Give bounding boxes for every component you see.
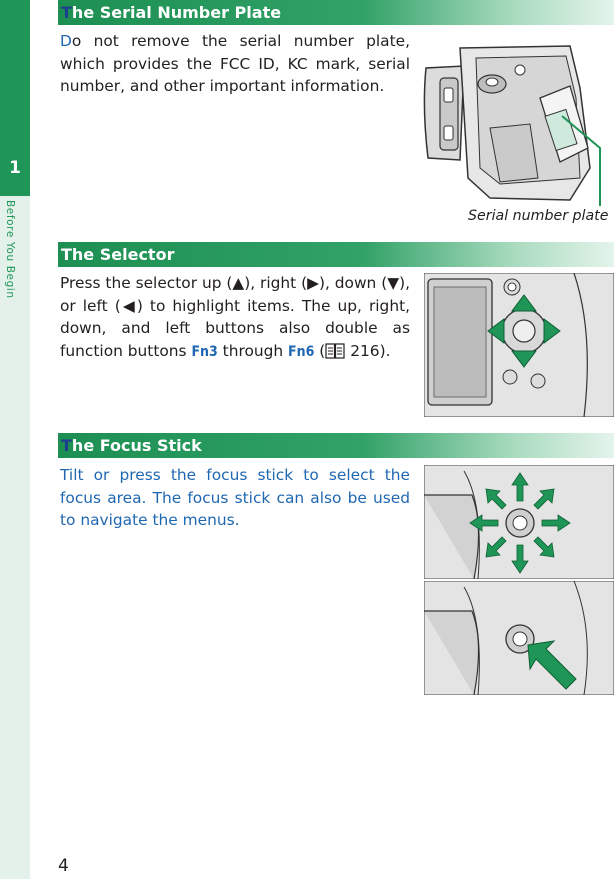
focus-stick-tilt-illustration bbox=[424, 465, 614, 579]
chapter-label: Before You Begin bbox=[4, 200, 16, 299]
chapter-number: 1 bbox=[9, 158, 21, 178]
selector-text-d: ). bbox=[379, 341, 391, 360]
chapter-strip bbox=[0, 0, 30, 879]
page-number: 4 bbox=[58, 856, 69, 876]
serial-paragraph bbox=[60, 30, 410, 98]
section-header-focus-stick bbox=[58, 433, 614, 458]
camera-serial-illustration bbox=[420, 28, 614, 206]
section-header-focus-initial: T bbox=[61, 436, 72, 455]
selector-page-ref: 216 bbox=[350, 341, 380, 360]
selector-text-b: through bbox=[217, 341, 289, 360]
section-header-serial-rest: he Serial Number Plate bbox=[71, 3, 282, 22]
section-header-focus-rest: he Focus Stick bbox=[71, 436, 202, 455]
serial-plate-caption: Serial number plate bbox=[468, 208, 609, 224]
chapter-label-container bbox=[4, 200, 26, 320]
chapter-number-tab bbox=[0, 0, 30, 196]
fn-key-end: Fn6 bbox=[288, 343, 315, 360]
section-header-selector-title: The Selector bbox=[61, 245, 175, 264]
serial-paragraph-initial: D bbox=[60, 32, 72, 50]
selector-paragraph bbox=[60, 272, 410, 363]
section-header-selector bbox=[58, 242, 614, 267]
selector-text-c: ( bbox=[314, 341, 326, 360]
serial-paragraph-rest: o not remove the serial number plate, which provides the FCC ID, KC mark, serial number, and other important information. bbox=[60, 32, 410, 96]
fn-key-start: Fn3 bbox=[191, 343, 218, 360]
focus-stick-paragraph: Tilt or press the focus stick to select the focus area. The focus stick can also be used to navigate the menus. bbox=[60, 466, 410, 530]
section-header-serial-initial: T bbox=[61, 3, 72, 22]
book-reference-icon bbox=[325, 343, 345, 359]
selector-text-a: Press the selector up (▲), right (▶), down (▼), or left (◀) to highlight items. The up, right, down, and left buttons also double as function buttons bbox=[60, 274, 410, 360]
section-header-serial bbox=[58, 0, 614, 25]
camera-selector-illustration bbox=[424, 273, 614, 417]
focus-stick-press-illustration bbox=[424, 581, 614, 695]
